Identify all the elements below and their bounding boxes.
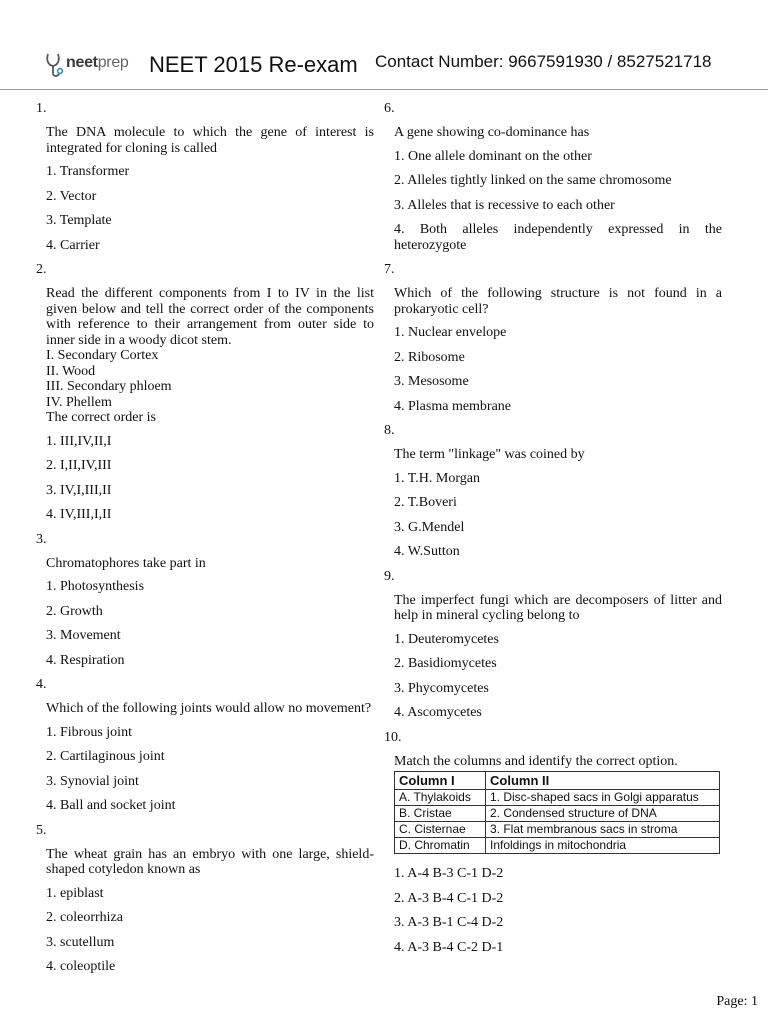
- question-text: Chromatophores take part in: [46, 555, 206, 571]
- option: 2. Alleles tightly linked on the same chromosome: [394, 173, 672, 188]
- exam-title: NEET 2015 Re-exam: [149, 52, 358, 77]
- option: 3. Alleles that is recessive to each other: [394, 197, 615, 213]
- question-3: [36, 532, 374, 669]
- question-2: [36, 262, 374, 523]
- question-text: The DNA molecule to which the gene of interest is integrated for cloning is called: [46, 125, 374, 156]
- option: 3. G.Mendel: [394, 519, 465, 535]
- question-body: [384, 125, 722, 253]
- question-text: The imperfect fungi which are decomposers of litter and help in mineral cycling belong to: [394, 592, 722, 623]
- option: 3. Movement: [46, 628, 121, 643]
- option: 3. IV,I,III,II: [46, 482, 112, 498]
- option: 2. Cartilaginous joint: [46, 749, 165, 764]
- option: 1. T.H. Morgan: [394, 470, 480, 486]
- question-text: Which of the following joints would allow no movement?: [46, 701, 372, 716]
- question-body: [36, 286, 374, 523]
- option: 4. A-3 B-4 C-2 D-1: [394, 939, 504, 955]
- question-text: Match the columns and identify the correct option.: [394, 753, 678, 769]
- question-line: I. Secondary Cortex: [46, 348, 159, 363]
- match-table-header: [395, 772, 720, 790]
- question-8: [384, 423, 722, 560]
- table-row: [395, 790, 720, 806]
- option: 3. Template: [46, 213, 112, 228]
- question-body: [36, 556, 374, 669]
- option: 1. Deuteromycetes: [394, 631, 499, 647]
- question-body: [36, 701, 374, 814]
- table-cell: 3. Flat membranous sacs in stroma: [486, 822, 720, 838]
- question-6: [384, 101, 722, 253]
- question-text: A gene showing co-dominance has: [394, 125, 590, 140]
- question-number: 1.: [36, 101, 47, 116]
- option: 3. Mesosome: [394, 374, 469, 389]
- option: 2. coleorrhiza: [46, 910, 123, 925]
- header-divider: [0, 89, 768, 90]
- option: 1. Transformer: [46, 164, 130, 179]
- option: 1. epiblast: [46, 885, 104, 901]
- option: 1. Nuclear envelope: [394, 325, 507, 340]
- option: 1. III,IV,II,I: [46, 433, 112, 449]
- option: 4. coleoptile: [46, 959, 116, 974]
- option: 2. Ribosome: [394, 349, 465, 365]
- logo-brand-sub: prep: [97, 54, 129, 71]
- option: 2. Vector: [46, 188, 97, 204]
- option: 4. W.Sutton: [394, 544, 460, 559]
- table-cell: C. Cisternae: [395, 822, 486, 838]
- option: 3. scutellum: [46, 934, 115, 950]
- question-number: 10.: [384, 729, 402, 745]
- table-cell: Infoldings in mitochondria: [486, 838, 720, 854]
- question-text: The wheat grain has an embryo with one large, shield-shaped cotyledon known as: [46, 846, 374, 877]
- column-header: Column I: [395, 772, 486, 790]
- question-number: 4.: [36, 677, 47, 692]
- option: 2. Basidiomycetes: [394, 656, 497, 671]
- option: 4. Respiration: [46, 652, 125, 668]
- question-4: [36, 677, 374, 814]
- option: 4. Ball and socket joint: [46, 798, 176, 813]
- question-1: [36, 101, 374, 253]
- option: 4. Carrier: [46, 237, 100, 253]
- table-cell: 2. Condensed structure of DNA: [486, 806, 720, 822]
- page-number: Page: 1: [716, 994, 758, 1009]
- question-number: 9.: [384, 568, 395, 584]
- match-table: [394, 771, 720, 854]
- option: 1. One allele dominant on the other: [394, 148, 592, 164]
- question-9: [384, 569, 722, 721]
- option: 3. Phycomycetes: [394, 680, 489, 696]
- contact-number: Contact Number: 9667591930 / 8527521718: [375, 52, 712, 71]
- option: 4. Plasma membrane: [394, 398, 512, 414]
- question-body: [384, 447, 722, 560]
- neetprep-logo: [44, 52, 144, 82]
- option: 2. Growth: [46, 603, 103, 619]
- question-body: [384, 593, 722, 721]
- question-number: 7.: [384, 262, 395, 277]
- question-body: [36, 125, 374, 253]
- question-number: 8.: [384, 423, 395, 438]
- option: 4. Ascomycetes: [394, 705, 482, 720]
- question-number: 6.: [384, 101, 395, 116]
- question-line: II. Wood: [46, 363, 96, 379]
- option: 2. T.Boveri: [394, 495, 457, 510]
- option: 2. I,II,IV,III: [46, 458, 112, 473]
- question-body: [384, 286, 722, 414]
- option: 1. Fibrous joint: [46, 724, 132, 740]
- table-cell: D. Chromatin: [395, 838, 486, 854]
- option: 3. Synovial joint: [46, 773, 139, 789]
- question-10: [384, 730, 722, 956]
- option: 3. A-3 B-1 C-4 D-2: [394, 915, 504, 930]
- table-row: [395, 822, 720, 838]
- question-line: The correct order is: [46, 410, 156, 425]
- column-header: Column II: [486, 772, 720, 790]
- question-body: [36, 847, 374, 975]
- table-cell: B. Cristae: [395, 806, 486, 822]
- stethoscope-icon: [44, 52, 66, 80]
- question-text: Read the different components from I to IV in the list given below and tell the correct order of the components with reference to their arrangement from outer side to inner side in a woody dicot stem.: [46, 286, 374, 348]
- question-7: [384, 262, 722, 414]
- question-number: 2.: [36, 262, 47, 277]
- question-line: IV. Phellem: [46, 394, 112, 410]
- question-text: Which of the following structure is not found in a prokaryotic cell?: [394, 286, 722, 317]
- page-header: [0, 0, 768, 92]
- question-5: [36, 823, 374, 975]
- table-row: [395, 806, 720, 822]
- option: 1. A-4 B-3 C-1 D-2: [394, 866, 504, 881]
- right-column: [384, 101, 722, 964]
- logo-brand-main: neet: [66, 54, 98, 71]
- option: 4. IV,III,I,II: [46, 507, 112, 522]
- table-row: [395, 838, 720, 854]
- question-text: The term "linkage" was coined by: [394, 447, 585, 462]
- question-number: 3.: [36, 531, 47, 547]
- left-column: [36, 101, 374, 984]
- table-cell: A. Thylakoids: [395, 790, 486, 806]
- option: 4. Both alleles independently expressed in the heterozygote: [394, 222, 722, 253]
- table-cell: 1. Disc-shaped sacs in Golgi apparatus: [486, 790, 720, 806]
- question-line: III. Secondary phloem: [46, 379, 172, 394]
- option: 1. Photosynthesis: [46, 579, 145, 594]
- question-number: 5.: [36, 822, 47, 838]
- option: 2. A-3 B-4 C-1 D-2: [394, 890, 504, 906]
